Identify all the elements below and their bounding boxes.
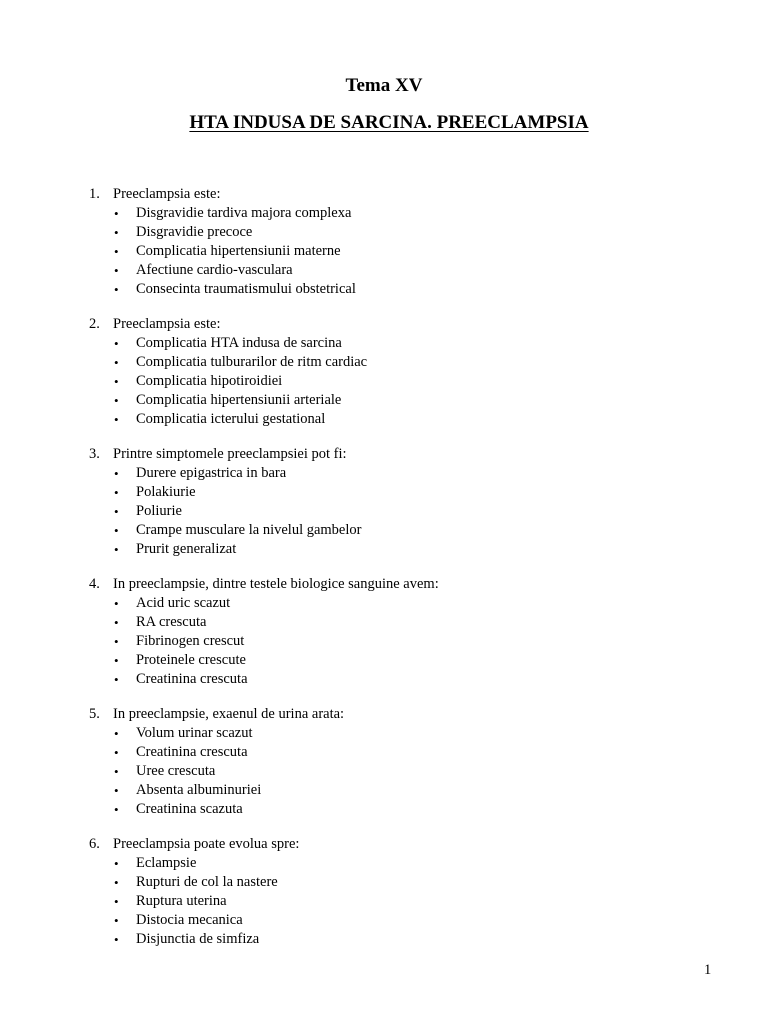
answer-options <box>0 464 768 559</box>
bullet-icon: • <box>114 745 119 760</box>
question-text: Preeclampsia este: <box>113 186 221 202</box>
bullet-icon: • <box>114 523 119 538</box>
bullet-icon: • <box>114 393 119 408</box>
bullet-icon: • <box>114 596 119 611</box>
answer-option <box>0 391 768 410</box>
answer-options <box>0 594 768 689</box>
answer-option-text: Uree crescuta <box>136 763 216 779</box>
document-title: Tema XV <box>345 75 423 96</box>
answer-option-text: Complicatia hipertensiunii materne <box>136 243 341 259</box>
bullet-icon: • <box>114 504 119 519</box>
bullet-icon: • <box>114 485 119 500</box>
bullet-icon: • <box>114 374 119 389</box>
answer-option-text: Durere epigastrica in bara <box>136 465 287 481</box>
question-list <box>0 185 768 965</box>
answer-option-text: Fibrinogen crescut <box>136 633 245 649</box>
answer-option <box>0 502 768 521</box>
answer-option <box>0 521 768 540</box>
answer-option <box>0 261 768 280</box>
question-number: 4. <box>89 576 100 592</box>
answer-option <box>0 334 768 353</box>
answer-option-text: RA crescuta <box>136 614 207 630</box>
answer-option-text: Volum urinar scazut <box>136 725 253 741</box>
question-3 <box>0 445 768 559</box>
answer-option-text: Proteinele crescute <box>136 652 246 668</box>
document-subtitle: HTA INDUSA DE SARCINA. PREECLAMPSIA <box>189 112 589 133</box>
bullet-icon: • <box>114 802 119 817</box>
answer-option <box>0 353 768 372</box>
page-number: 1 <box>704 962 712 978</box>
bullet-icon: • <box>114 225 119 240</box>
answer-option <box>0 781 768 800</box>
answer-option-text: Disgravidie tardiva majora complexa <box>136 205 352 221</box>
answer-option <box>0 280 768 299</box>
bullet-icon: • <box>114 913 119 928</box>
question-header <box>0 445 768 464</box>
answer-option-text: Prurit generalizat <box>136 541 237 557</box>
answer-option-text: Complicatia tulburarilor de ritm cardiac <box>136 354 368 370</box>
answer-option <box>0 632 768 651</box>
bullet-icon: • <box>114 783 119 798</box>
answer-option-text: Complicatia hipertensiunii arteriale <box>136 392 342 408</box>
answer-option <box>0 911 768 930</box>
question-text: Preeclampsia este: <box>113 316 221 332</box>
bullet-icon: • <box>114 206 119 221</box>
answer-option-text: Creatinina crescuta <box>136 744 248 760</box>
question-number: 5. <box>89 706 100 722</box>
bullet-icon: • <box>114 466 119 481</box>
bullet-icon: • <box>114 894 119 909</box>
bullet-icon: • <box>114 615 119 630</box>
answer-option <box>0 223 768 242</box>
answer-option-text: Poliurie <box>136 503 182 519</box>
question-header <box>0 835 768 854</box>
answer-option <box>0 613 768 632</box>
answer-option <box>0 762 768 781</box>
bullet-icon: • <box>114 542 119 557</box>
question-text: In preeclampsie, exaenul de urina arata: <box>113 706 345 722</box>
bullet-icon: • <box>114 634 119 649</box>
answer-option <box>0 892 768 911</box>
question-header <box>0 575 768 594</box>
answer-option-text: Polakiurie <box>136 484 196 500</box>
answer-option-text: Absenta albuminuriei <box>136 782 262 798</box>
answer-option-text: Crampe musculare la nivelul gambelor <box>136 522 362 538</box>
answer-option <box>0 854 768 873</box>
question-number: 1. <box>89 186 100 202</box>
answer-option <box>0 372 768 391</box>
answer-options <box>0 724 768 819</box>
answer-option <box>0 743 768 762</box>
question-header <box>0 185 768 204</box>
answer-option <box>0 594 768 613</box>
bullet-icon: • <box>114 355 119 370</box>
answer-option <box>0 873 768 892</box>
bullet-icon: • <box>114 282 119 297</box>
question-1 <box>0 185 768 299</box>
answer-option-text: Disjunctia de simfiza <box>136 931 260 947</box>
answer-option-text: Rupturi de col la nastere <box>136 874 278 890</box>
bullet-icon: • <box>114 263 119 278</box>
answer-option-text: Complicatia HTA indusa de sarcina <box>136 335 342 351</box>
answer-options <box>0 334 768 429</box>
bullet-icon: • <box>114 856 119 871</box>
answer-option <box>0 483 768 502</box>
answer-option-text: Distocia mecanica <box>136 912 243 928</box>
answer-option-text: Acid uric scazut <box>136 595 231 611</box>
answer-option-text: Creatinina crescuta <box>136 671 248 687</box>
bullet-icon: • <box>114 932 119 947</box>
answer-option-text: Complicatia hipotiroidiei <box>136 373 283 389</box>
answer-options <box>0 854 768 949</box>
answer-option-text: Afectiune cardio-vasculara <box>136 262 293 278</box>
answer-option <box>0 670 768 689</box>
answer-option <box>0 930 768 949</box>
answer-option <box>0 540 768 559</box>
answer-option <box>0 651 768 670</box>
answer-option-text: Ruptura uterina <box>136 893 227 909</box>
question-4 <box>0 575 768 689</box>
question-6 <box>0 835 768 949</box>
question-text: Preeclampsia poate evolua spre: <box>113 836 300 852</box>
answer-options <box>0 204 768 299</box>
answer-option-text: Eclampsie <box>136 855 197 871</box>
question-number: 6. <box>89 836 100 852</box>
answer-option-text: Consecinta traumatismului obstetrical <box>136 281 356 297</box>
bullet-icon: • <box>114 244 119 259</box>
question-5 <box>0 705 768 819</box>
answer-option <box>0 464 768 483</box>
answer-option <box>0 204 768 223</box>
bullet-icon: • <box>114 672 119 687</box>
bullet-icon: • <box>114 412 119 427</box>
question-text: Printre simptomele preeclampsiei pot fi: <box>113 446 347 462</box>
bullet-icon: • <box>114 336 119 351</box>
question-2 <box>0 315 768 429</box>
bullet-icon: • <box>114 653 119 668</box>
bullet-icon: • <box>114 764 119 779</box>
answer-option <box>0 800 768 819</box>
question-text: In preeclampsie, dintre testele biologice sanguine avem: <box>113 576 439 592</box>
answer-option <box>0 724 768 743</box>
question-header <box>0 315 768 334</box>
answer-option <box>0 410 768 429</box>
bullet-icon: • <box>114 875 119 890</box>
question-header <box>0 705 768 724</box>
question-number: 3. <box>89 446 100 462</box>
answer-option-text: Complicatia icterului gestational <box>136 411 326 427</box>
answer-option-text: Disgravidie precoce <box>136 224 253 240</box>
answer-option <box>0 242 768 261</box>
answer-option-text: Creatinina scazuta <box>136 801 243 817</box>
bullet-icon: • <box>114 726 119 741</box>
question-number: 2. <box>89 316 100 332</box>
